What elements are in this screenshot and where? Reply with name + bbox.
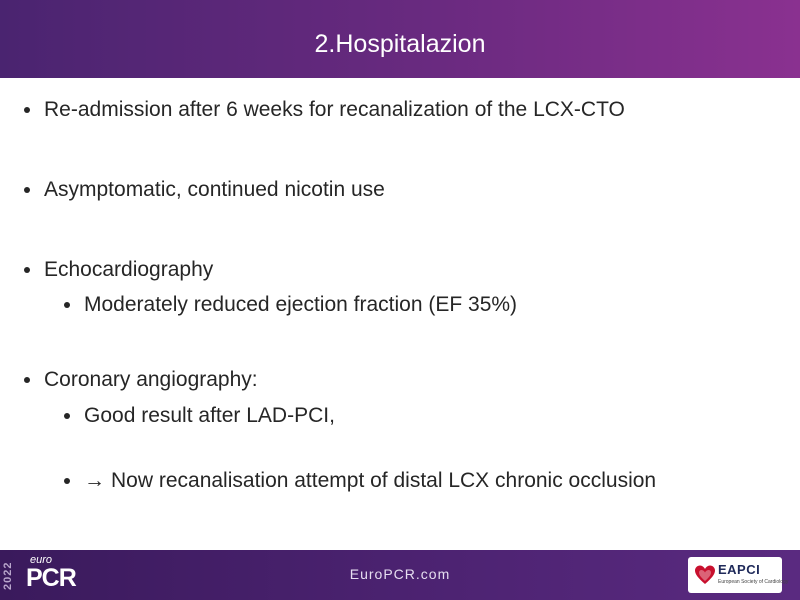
europcr-logo: PCR [26,564,76,592]
arrow-right-icon: → [84,469,105,492]
bullet-dot-icon [24,267,30,273]
bullet-text: Moderately reduced ejection fraction (EF 35%) [84,293,518,316]
bullet-text: Coronary angiography: [44,368,258,391]
slide-footer [0,550,800,600]
bullet-text: Good result after LAD-PCI, [84,404,335,427]
bullet-dot-icon [64,413,70,419]
esc-logo-text: European Society of Cardiology [718,579,789,585]
europcr-logo-small: euro [30,554,53,566]
eapci-logo-text: EAPCI [718,562,761,577]
eapci-logo [688,557,789,593]
bullet-dot-icon [64,478,70,484]
footer-url: EuroPCR.com [349,566,451,582]
bullet-readmission [44,97,625,123]
bullet-coronary-angiography [44,367,258,393]
sub-bullet-ejection-fraction [84,292,517,318]
bullet-dot-icon [24,187,30,193]
bullet-dot-icon [24,377,30,383]
bullet-text: Re-admission after 6 weeks for recanalization of the LCX-CTO [44,98,625,121]
bullet-echocardiography [44,257,213,283]
slide-title: 2.Hospitalazion [314,30,486,58]
heart-icon [694,564,716,586]
bullet-text: Now recanalisation attempt of distal LCX chronic occlusion [111,469,657,492]
bullet-text: Asymptomatic, continued nicotin use [44,178,385,201]
sub-bullet-lad-pci [84,403,335,429]
sub-bullet-recanalisation [84,468,656,494]
bullet-dot-icon [64,302,70,308]
year-label: 2022 [2,561,14,591]
bullet-asymptomatic [44,177,385,203]
bullet-text: Echocardiography [44,258,214,281]
bullet-dot-icon [24,107,30,113]
